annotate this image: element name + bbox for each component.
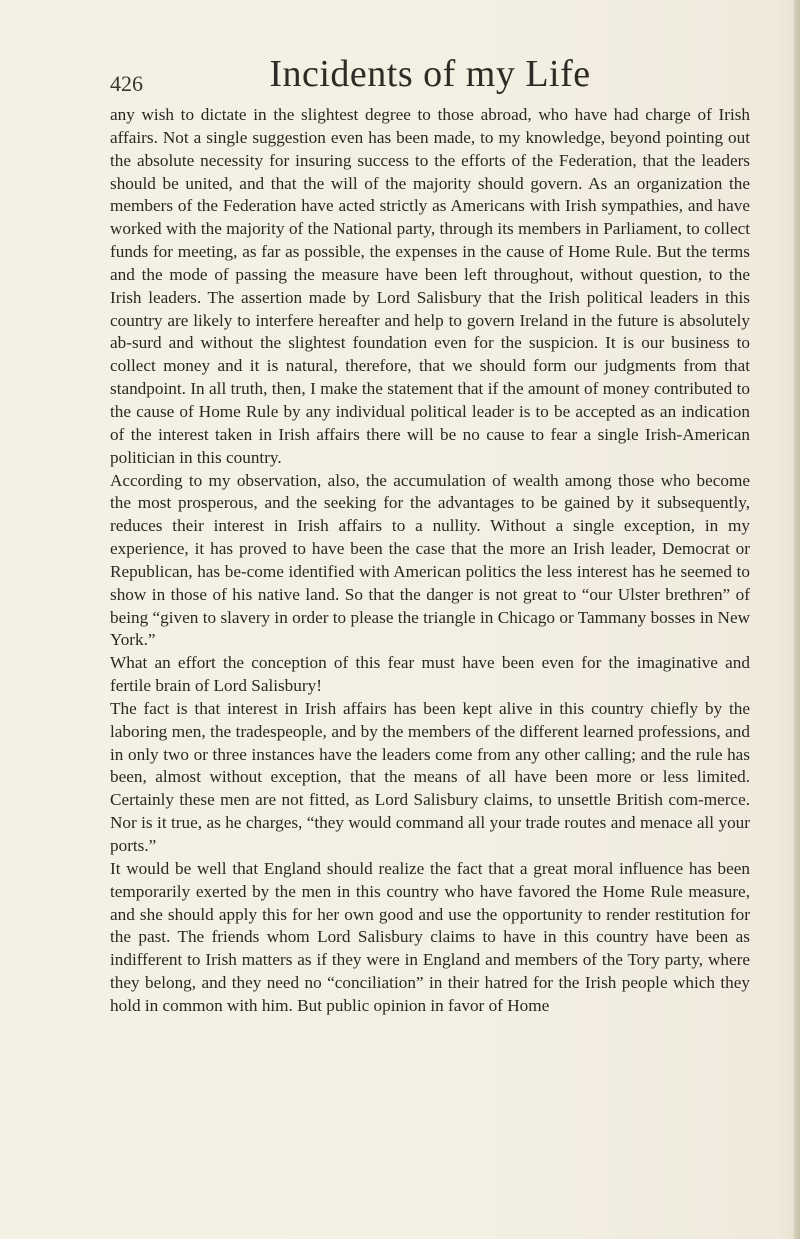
- paragraph: any wish to dictate in the slightest degree to those abroad, who have had charge of Irish affairs. Not a single suggestion even has been made, to my knowledge, beyond pointing out the absolute necessity for insuring success to the efforts of the Federation, that the leaders should be united, and that the will of the majority should govern. As an organization the members of the Federation have acted strictly as Americans with Irish sympathies, and have worked with the majority of the National party, through its members in Parliament, to collect funds for meeting, as far as possible, the expenses in the cause of Home Rule. But the terms and the mode of passing the measure have been left throughout, without question, to the Irish leaders. The assertion made by Lord Salisbury that the Irish political leaders in this country are likely to interfere hereafter and help to govern Ireland in the future is absolutely ab-surd and without the slightest foundation even for the suspicion. It is our business to collect money and it is natural, therefore, that we should form our judgments from that standpoint. In all truth, then, I make the statement that if the amount of money contributed to the cause of Home Rule by any individual political leader is to be accepted as an indication of the interest taken in Irish affairs there will be no cause to fear a single Irish-American politician in this country.: [110, 105, 750, 467]
- page-edge: [794, 0, 800, 1239]
- paragraph: It would be well that England should realize the fact that a great moral influence has been temporarily exerted by the men in this country who have favored the Home Rule measure, and she should apply this for her own good and use the opportunity to render restitution for the past. The friends whom Lord Salisbury claims to have in this country have been as indifferent to Irish matters as if they were in England and members of the Tory party, where they belong, and they need no “conciliation” in their hatred for the Irish people which they hold in common with him. But public opinion in favor of Home: [110, 858, 750, 1015]
- paragraph: The fact is that interest in Irish affairs has been kept alive in this country chiefly by the laboring men, the tradespeople, and by the members of the different learned professions, and in only two or three instances have the leaders come from any other calling; and the rule has been, almost without exception, that the means of all have been more or less limited. Certainly these men are not fitted, as Lord Salisbury claims, to unsettle British com-merce. Nor is it true, as he charges, “they would command all your trade routes and menace all your ports.”: [110, 698, 750, 855]
- body-text: [110, 104, 750, 1018]
- page-header: [110, 50, 750, 100]
- page-number: 426: [110, 71, 143, 96]
- running-title: Incidents of my Life: [269, 53, 591, 95]
- paragraph: According to my observation, also, the accumulation of wealth among those who become the most prosperous, and the seeking for the advantages to be gained by it subsequently, reduces their interest in Irish affairs to a nullity. Without a single exception, in my experience, it has proved to have been the case that the more an Irish leader, Democrat or Republican, has be-come identified with American politics the less interest has he seemed to show in those of his native land. So that the danger is not great to “our Ulster brethren” of being “given to slavery in order to please the triangle in Chicago or Tammany bosses in New York.”: [110, 470, 750, 650]
- paragraph: What an effort the conception of this fear must have been even for the imaginative and fertile brain of Lord Salisbury!: [110, 653, 750, 696]
